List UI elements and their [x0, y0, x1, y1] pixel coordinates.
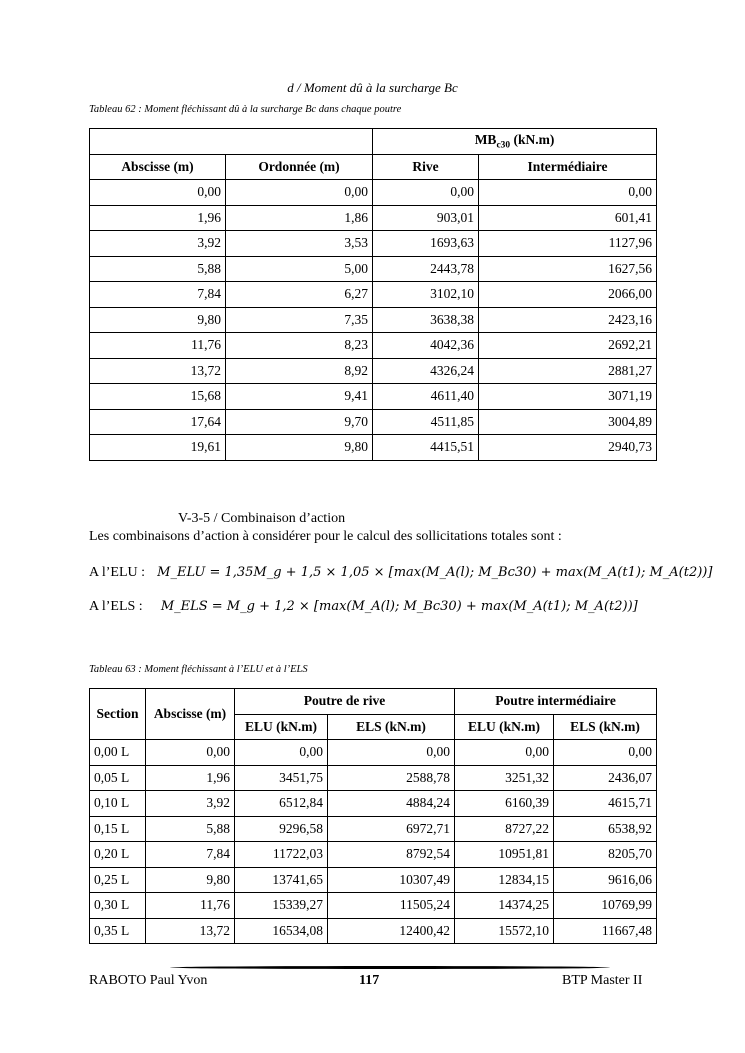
table-cell: 6160,39 — [455, 791, 554, 817]
table62-body — [90, 180, 657, 461]
table-cell: 2066,00 — [479, 282, 657, 308]
table-cell: 3638,38 — [373, 307, 479, 333]
table63-subheader: ELU (kN.m) — [455, 714, 554, 740]
table-cell: 6972,71 — [328, 816, 455, 842]
table-cell: 8205,70 — [554, 842, 657, 868]
table-cell: 8,92 — [226, 358, 373, 384]
table62-header-row — [90, 154, 657, 180]
table-cell: 0,00 L — [90, 740, 146, 766]
table-row — [90, 740, 657, 766]
table-row — [90, 231, 657, 257]
table-cell: 601,41 — [479, 205, 657, 231]
table62-group-header-row — [90, 129, 657, 155]
table-row — [90, 867, 657, 893]
table-cell: 5,88 — [90, 256, 226, 282]
table62 — [89, 128, 657, 461]
table62-header: Abscisse (m) — [90, 154, 226, 180]
table-cell: 1693,63 — [373, 231, 479, 257]
table-cell: 4611,40 — [373, 384, 479, 410]
table-cell: 3,53 — [226, 231, 373, 257]
formula-elu-label: A l’ELU : — [89, 565, 145, 580]
table63-subheader: ELS (kN.m) — [554, 714, 657, 740]
table-cell: 9,41 — [226, 384, 373, 410]
table-cell: 6,27 — [226, 282, 373, 308]
table-row — [90, 765, 657, 791]
table-row — [90, 409, 657, 435]
table-cell: 0,00 — [90, 180, 226, 206]
table-cell: 3071,19 — [479, 384, 657, 410]
table-cell: 7,35 — [226, 307, 373, 333]
table63-group-inter: Poutre intermédiaire — [455, 689, 657, 715]
table-cell: 0,00 — [235, 740, 328, 766]
section-title: d / Moment dû à la surcharge Bc — [287, 80, 458, 95]
table-row — [90, 435, 657, 461]
table-cell: 1,96 — [90, 205, 226, 231]
table-cell: 8,23 — [226, 333, 373, 359]
intro-text: Les combinaisons d’action à considérer pour le calcul des sollicitations totales sont : — [89, 529, 562, 544]
table-cell: 13,72 — [146, 918, 235, 944]
table-cell: 4615,71 — [554, 791, 657, 817]
table-row — [90, 256, 657, 282]
formula-els-text: M_ELS = M_g + 1,2 × [max(M_A(l); M_Bc30) + max(M_A(t1); M_A(t2))] — [160, 599, 638, 614]
table-row — [90, 282, 657, 308]
table-cell: 9296,58 — [235, 816, 328, 842]
footer-program: BTP Master II — [562, 973, 643, 988]
table-cell: 903,01 — [373, 205, 479, 231]
table-cell: 16534,08 — [235, 918, 328, 944]
table-cell: 10769,99 — [554, 893, 657, 919]
table-cell: 11505,24 — [328, 893, 455, 919]
table-cell: 14374,25 — [455, 893, 554, 919]
table63-group-header-row — [90, 689, 657, 715]
table-cell: 9,80 — [90, 307, 226, 333]
table-cell: 2423,16 — [479, 307, 657, 333]
table-cell: 6538,92 — [554, 816, 657, 842]
subsection-title: V-3-5 / Combinaison d’action — [178, 511, 346, 526]
table-row — [90, 384, 657, 410]
table-cell: 9,80 — [226, 435, 373, 461]
table-cell: 0,10 L — [90, 791, 146, 817]
table-row — [90, 333, 657, 359]
table-cell: 5,88 — [146, 816, 235, 842]
table62-group-header: $MB_{c30}$ (kN.m) — [373, 129, 657, 155]
table-row — [90, 205, 657, 231]
table-cell: 11,76 — [146, 893, 235, 919]
table-cell: 0,35 L — [90, 918, 146, 944]
table-cell: 0,05 L — [90, 765, 146, 791]
table-cell: 2881,27 — [479, 358, 657, 384]
footer-page-number: 117 — [359, 973, 380, 988]
table-cell: 8727,22 — [455, 816, 554, 842]
table-cell: 3451,75 — [235, 765, 328, 791]
table63-subheader: ELU (kN.m) — [235, 714, 328, 740]
table-cell: 0,00 — [479, 180, 657, 206]
table-cell: 3251,32 — [455, 765, 554, 791]
table62-caption: Tableau 62 : Moment fléchissant dû à la surcharge Bc dans chaque poutre — [89, 104, 402, 115]
table-cell: 0,15 L — [90, 816, 146, 842]
table-cell: 13741,65 — [235, 867, 328, 893]
table-cell: 3,92 — [90, 231, 226, 257]
table63-header-section: Section — [90, 689, 146, 740]
table-cell: 4415,51 — [373, 435, 479, 461]
table62-empty-corner — [90, 129, 373, 155]
table-cell: 0,00 — [328, 740, 455, 766]
table-cell: 0,00 — [226, 180, 373, 206]
table-row — [90, 842, 657, 868]
table-cell: 15339,27 — [235, 893, 328, 919]
formula-elu — [89, 565, 712, 581]
table-cell: 9,80 — [146, 867, 235, 893]
table-cell: 3004,89 — [479, 409, 657, 435]
table63 — [89, 688, 657, 944]
table63-body — [90, 740, 657, 944]
table-cell: 15572,10 — [455, 918, 554, 944]
formula-els-label: A l’ELS : — [89, 599, 143, 614]
table-cell: 2588,78 — [328, 765, 455, 791]
table-cell: 9,70 — [226, 409, 373, 435]
table-row — [90, 791, 657, 817]
table-cell: 0,00 — [554, 740, 657, 766]
table-cell: 7,84 — [146, 842, 235, 868]
table-cell: 0,30 L — [90, 893, 146, 919]
table-cell: 6512,84 — [235, 791, 328, 817]
table-cell: 7,84 — [90, 282, 226, 308]
table-cell: 15,68 — [90, 384, 226, 410]
footer-divider — [170, 966, 610, 969]
table63-header-abscisse: Abscisse (m) — [146, 689, 235, 740]
table-cell: 0,00 — [146, 740, 235, 766]
table-row — [90, 307, 657, 333]
table-cell: 9616,06 — [554, 867, 657, 893]
table-row — [90, 918, 657, 944]
table-cell: 10307,49 — [328, 867, 455, 893]
table-cell: 12834,15 — [455, 867, 554, 893]
table63-subheader: ELS (kN.m) — [328, 714, 455, 740]
table-cell: 1627,56 — [479, 256, 657, 282]
table-cell: 13,72 — [90, 358, 226, 384]
table-cell: 0,00 — [373, 180, 479, 206]
table62-header: Rive — [373, 154, 479, 180]
table-row — [90, 358, 657, 384]
table63-group-rive: Poutre de rive — [235, 689, 455, 715]
table-cell: 1,86 — [226, 205, 373, 231]
table-cell: 5,00 — [226, 256, 373, 282]
table-cell: 4884,24 — [328, 791, 455, 817]
table-row — [90, 180, 657, 206]
table-cell: 11,76 — [90, 333, 226, 359]
formula-elu-text: M_ELU = 1,35M_g + 1,5 × 1,05 × [max(M_A(l); M_Bc30) + max(M_A(t1); M_A(t2))] — [157, 565, 713, 580]
table-cell: 0,25 L — [90, 867, 146, 893]
table-cell: 4511,85 — [373, 409, 479, 435]
table-cell: 1,96 — [146, 765, 235, 791]
table-cell: 8792,54 — [328, 842, 455, 868]
table-cell: 1127,96 — [479, 231, 657, 257]
table-cell: 2436,07 — [554, 765, 657, 791]
footer-author: RABOTO Paul Yvon — [89, 973, 208, 988]
table-cell: 17,64 — [90, 409, 226, 435]
table-cell: 11722,03 — [235, 842, 328, 868]
table-cell: 0,20 L — [90, 842, 146, 868]
table-cell: 10951,81 — [455, 842, 554, 868]
table-cell: 2692,21 — [479, 333, 657, 359]
table63-caption: Tableau 63 : Moment fléchissant à l’ELU et à l’ELS — [89, 664, 308, 675]
table-cell: 0,00 — [455, 740, 554, 766]
table-cell: 12400,42 — [328, 918, 455, 944]
table62-header: Ordonnée (m) — [226, 154, 373, 180]
table-cell: 2443,78 — [373, 256, 479, 282]
formula-els — [89, 599, 638, 615]
table62-header: Intermédiaire — [479, 154, 657, 180]
table-cell: 4326,24 — [373, 358, 479, 384]
table-cell: 2940,73 — [479, 435, 657, 461]
table-cell: 3102,10 — [373, 282, 479, 308]
table-cell: 11667,48 — [554, 918, 657, 944]
table-cell: 4042,36 — [373, 333, 479, 359]
table-row — [90, 816, 657, 842]
table-cell: 19,61 — [90, 435, 226, 461]
table-row — [90, 893, 657, 919]
table-cell: 3,92 — [146, 791, 235, 817]
